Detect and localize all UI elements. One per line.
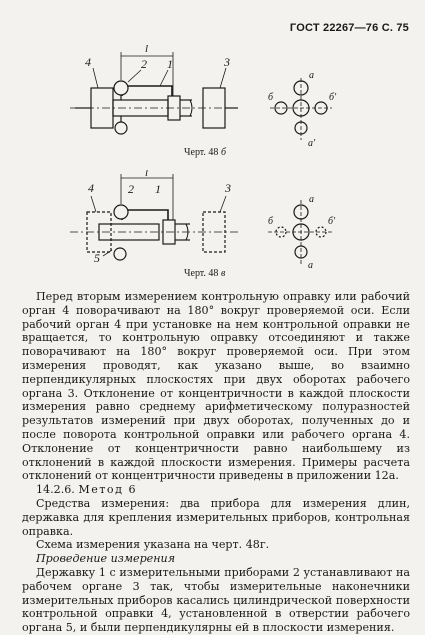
- label-3-b: 3: [225, 181, 231, 195]
- label-4: 4: [85, 55, 91, 69]
- label-5-b: 5: [94, 251, 100, 265]
- cross-label-b-prime-2: б': [328, 216, 336, 227]
- dim-l-label-2: l: [145, 170, 149, 179]
- label-2: 2: [141, 57, 147, 71]
- label-4-b: 4: [88, 181, 94, 195]
- figure-48b-diagram: [0, 40, 425, 190]
- label-1-b: 1: [155, 182, 161, 196]
- cross-label-b-prime: б': [329, 92, 337, 103]
- cross-label-a: а: [309, 70, 314, 81]
- cross-label-a-bottom-2: а: [308, 260, 313, 271]
- paragraph-3: Схема измерения указана на черт. 48г.: [36, 538, 270, 552]
- dim-l-label: l: [145, 43, 149, 55]
- cross-label-a-prime: а': [308, 138, 316, 149]
- label-2-b: 2: [128, 182, 134, 196]
- page-header: ГОСТ 22267—76 С. 75: [289, 22, 409, 34]
- cross-label-b-2: б: [268, 216, 274, 227]
- paragraph-2: Средства измерения: два прибора для измерения длин, державка для крепления измерительных приборов, контрольная оправка.: [22, 496, 410, 538]
- label-3: 3: [224, 55, 230, 69]
- caption-48v: Черт. 48 в: [184, 268, 226, 279]
- paragraph-5: Державку 1 с измерительными приборами 2 устанавливают на рабочем органе 3 так, чтобы измерительные наконечники измерительных приборов касались цилиндрической поверхности контрольной оправки 4, установленной в отверстии рабочего органа 5, и были перпендикулярны ей в плоскости измерения.: [22, 565, 410, 635]
- paragraph-1: Перед вторым измерением контрольную оправку или рабочий орган 4 поворачивают на 180° вокруг проверяемой оси. Если рабочий орган 4 при установке на нем контрольной оправки не вращается, то контрольную оправку отсоединяют и также поворачивают на 180° вокруг проверяемой оси. При этом измерения проводят, как указано выше, во взаимно перпендикулярных плоскостях при двух оборотах рабочего органа 3. Отклонение от концентричности в каждой плоскости измерения равно среднему арифметическому полуразностей результатов измерений при двух оборотах, полученных до и после поворота контрольной оправки или рабочего органа 4. Отклонение от концентричности равно наибольшему из отклонений в каждой плоскости измерения. Примеры расчета отклонений от концентричности приведены в приложении 12а.: [22, 290, 410, 483]
- body-text: [22, 290, 410, 635]
- cross-label-b: б: [268, 92, 274, 103]
- paragraph-4-subheading: Проведение измерения: [36, 552, 176, 566]
- section-heading: 14.2.6. Метод 6: [36, 483, 137, 497]
- label-1: 1: [167, 57, 173, 71]
- cross-label-a-2: а: [309, 194, 314, 205]
- caption-48b: Черт. 48 б: [184, 147, 226, 158]
